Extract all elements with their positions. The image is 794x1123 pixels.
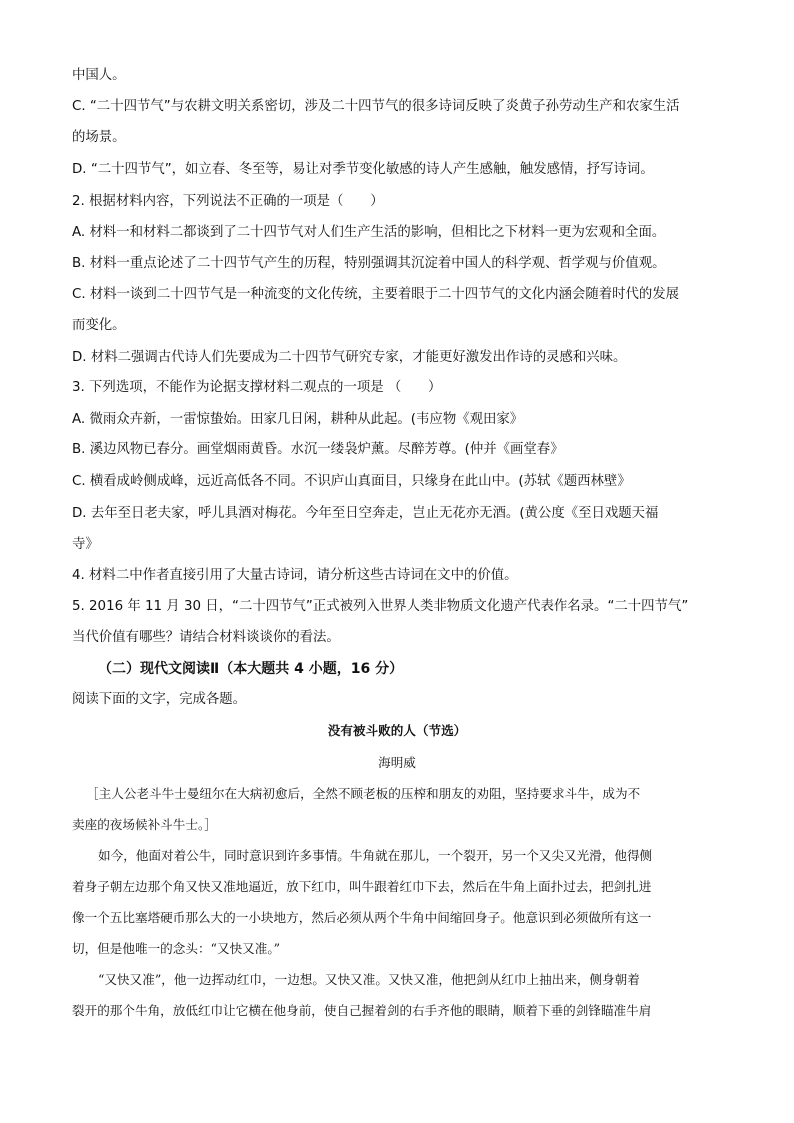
passage-line: 卖座的夜场候补斗牛士。］ bbox=[72, 817, 217, 832]
passage-author: 海明威 bbox=[378, 755, 416, 770]
passage-line: 如今，他面对着公牛，同时意识到许多事情。牛角就在那儿，一个裂开，另一个又尖又光滑，他得侧 bbox=[98, 848, 653, 863]
text-line-3: 的场景。 bbox=[72, 130, 126, 145]
option-2a: A. 材料一和材料二都谈到了二十四节气对人们生产生活的影响，但相比之下材料一更为宏观和全面。 bbox=[72, 225, 666, 240]
passage-line: “又快又准”，他一边挥动红巾，一边想。又快又准。又快又准，他把剑从红巾上抽出来，侧身朝着 bbox=[98, 972, 640, 987]
passage-title: 没有被斗败的人（节选） bbox=[327, 723, 467, 738]
text-line-2: C. “二十四节气”与农耕文明关系密切，涉及二十四节气的很多诗词反映了炎黄子孙劳动生产和农家生活 bbox=[72, 99, 680, 114]
question-5-cont: 当代价值有哪些？请结合材料谈谈你的看法。 bbox=[72, 630, 340, 645]
question-3: 3. 下列选项，不能作为论据支撑材料二观点的一项是 （ ） bbox=[72, 380, 442, 395]
option-3b: B. 溪边风物已春分。画堂烟雨黄昏。水沉一缕袅炉薰。尽醉芳尊。(仲并《画堂春》 bbox=[72, 442, 564, 457]
question-2: 2. 根据材料内容，下列说法不正确的一项是（ ） bbox=[72, 194, 384, 209]
passage-line: 像一个五比塞塔硬币那么大的一小块地方，然后必须从两个牛角中间缩回身子。他意识到必须做所有这一 bbox=[72, 910, 652, 925]
option-3c: C. 横看成岭侧成峰，远近高低各不同。不识庐山真面目，只缘身在此山中。(苏轼《题西林壁》 bbox=[72, 474, 631, 489]
instruction: 阅读下面的文字，完成各题。 bbox=[72, 692, 247, 707]
option-2b: B. 材料一重点论述了二十四节气产生的历程，特别强调其沉淀着中国人的科学观、哲学观与价值观。 bbox=[72, 256, 666, 271]
question-5: 5. 2016 年 11 月 30 日，“二十四节气”正式被列入世界人类非物质文化遗产代表作名录。“二十四节气” bbox=[72, 599, 689, 614]
text-line-1: 中国人。 bbox=[72, 68, 126, 83]
passage-line: ［主人公老斗牛士曼纽尔在大病初愈后，全然不顾老板的压榨和朋友的劝阻，坚持要求斗牛，成为不 bbox=[86, 786, 641, 801]
option-2d: D. 材料二强调古代诗人们先要成为二十四节气研究专家，才能更好激发出作诗的灵感和兴味。 bbox=[72, 350, 627, 365]
text-line-4: D. “二十四节气”，如立春、冬至等，易让对季节变化敏感的诗人产生感触，触发感情，抒写诗词。 bbox=[72, 162, 654, 177]
option-2c: C. 材料一谈到二十四节气是一种流变的文化传统，主要着眼于二十四节气的文化内涵会随着时代的发展 bbox=[72, 287, 680, 302]
option-2c-cont: 而变化。 bbox=[72, 318, 126, 333]
option-3d: D. 去年至日老夫家，呼儿具酒对梅花。今年至日空奔走，岂止无花亦无酒。(黄公度《至日戏题天福 bbox=[72, 506, 659, 521]
option-3a: A. 微雨众卉新，一雷惊蛰始。田家几日闲，耕种从此起。(韦应物《观田家》 bbox=[72, 412, 524, 427]
passage-line: 着身子朝左边那个角又快又准地逼近，放下红巾，叫牛跟着红巾下去，然后在牛角上面扑过去，把剑扎进 bbox=[72, 879, 652, 894]
option-3d-cont: 寺》 bbox=[72, 537, 99, 552]
passage-line: 切，但是他唯一的念头：“又快又准。” bbox=[72, 941, 281, 956]
passage-line: 裂开的那个牛角，放低红巾让它横在他身前，使自己握着剑的右手齐他的眼睛，顺着下垂的剑锋瞄准牛肩 bbox=[72, 1003, 652, 1018]
question-4: 4. 材料二中作者直接引用了大量古诗词，请分析这些古诗词在文中的价值。 bbox=[72, 568, 518, 583]
section-heading: （二）现代文阅读Ⅱ（本大题共 4 小题，16 分） bbox=[98, 661, 404, 677]
